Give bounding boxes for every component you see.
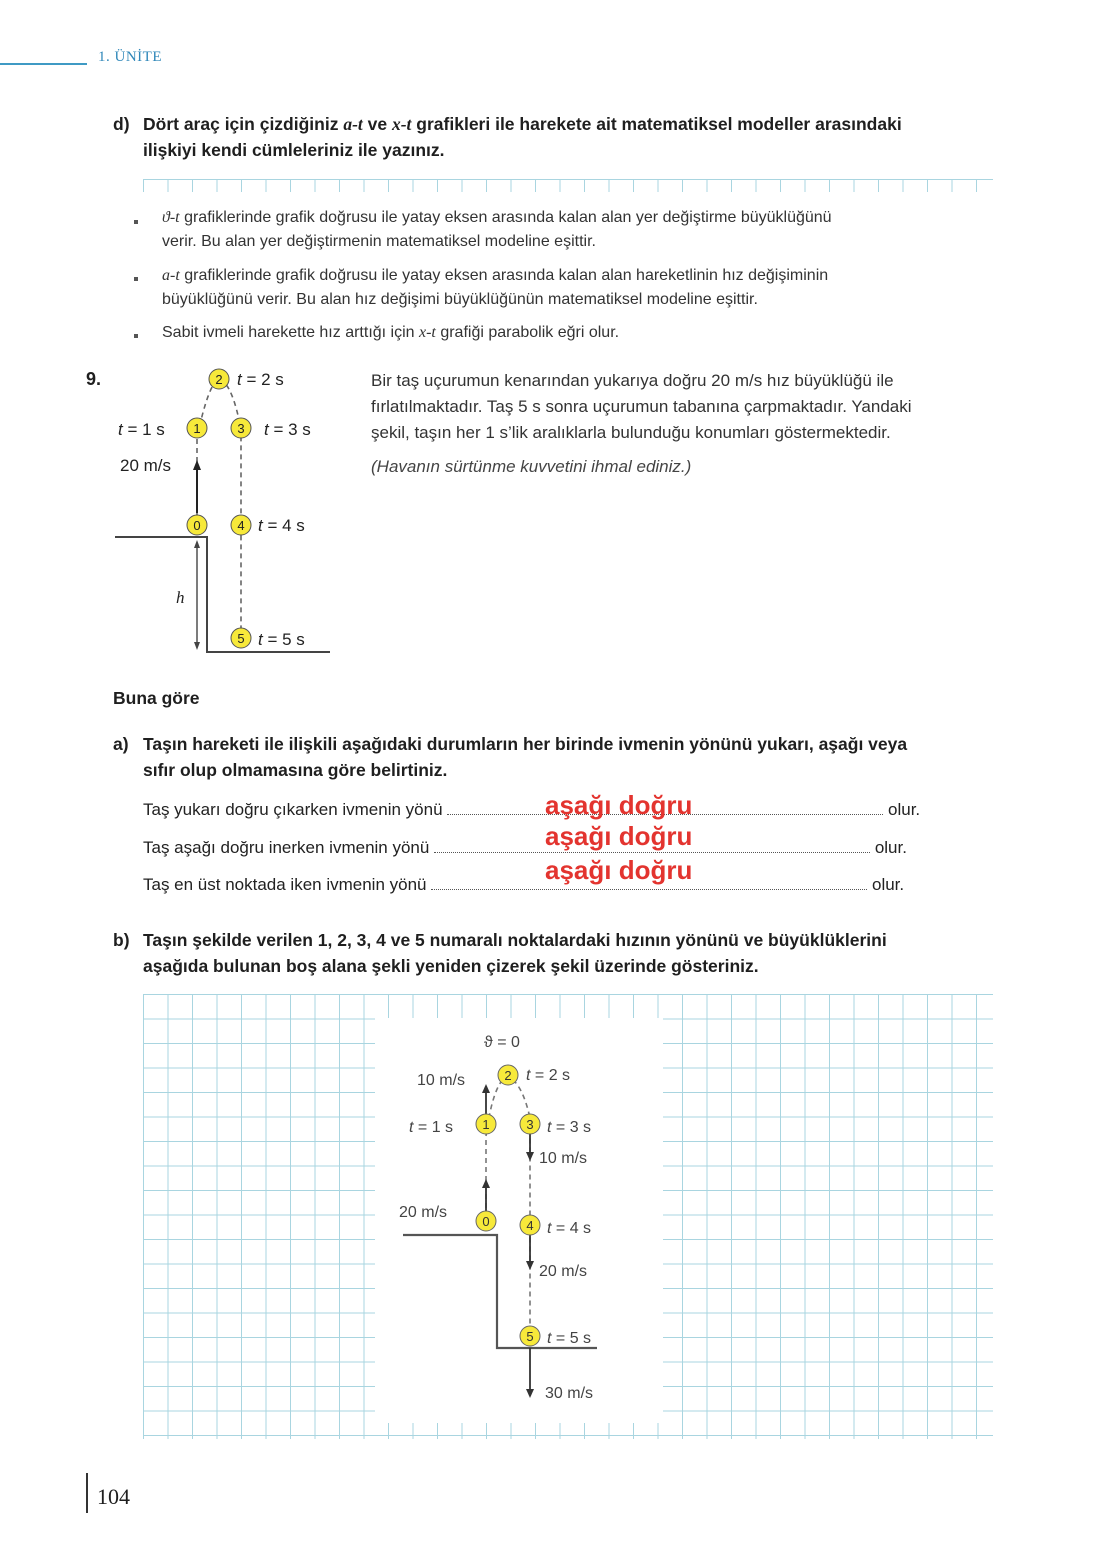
text-part: Sabit ivmeli harekette hız arttığı için xyxy=(162,324,419,341)
symbol-xt: x-t xyxy=(419,324,436,341)
time-label-3: t = 3 s xyxy=(547,1119,592,1136)
bullet-1-line1 xyxy=(162,206,832,230)
answer-band-top xyxy=(143,179,993,192)
question-number: 9. xyxy=(86,369,102,389)
question-9-line: Bir taş uçurumun kenarından yukarıya doğru 20 m/s hız büyüklüğü ile xyxy=(371,371,894,390)
time-label-5: t = 5 s xyxy=(258,630,305,649)
marker-label: 2 xyxy=(504,1068,512,1083)
velocity-label-5: 30 m/s xyxy=(545,1385,594,1402)
zero-velocity-label: ϑ = 0 xyxy=(484,1034,520,1051)
question-b-line1: Taşın şekilde verilen 1, 2, 3, 4 ve 5 numaralı noktalardaki hızının yönünü ve büyüklüklerini xyxy=(143,930,887,950)
fill-suffix: olur. xyxy=(874,838,907,857)
marker-label: 0 xyxy=(193,518,201,533)
time-label-5: t = 5 s xyxy=(547,1330,592,1347)
stone-trajectory-figure xyxy=(110,360,340,660)
question-9-line: şekil, taşın her 1 s’lik aralıklarla bulunduğu konumları göstermektedir. xyxy=(371,423,891,442)
marker-label: 1 xyxy=(482,1117,490,1132)
marker-label: 5 xyxy=(526,1329,534,1344)
fill-prompt: Taş aşağı doğru inerken ivmenin yönü xyxy=(143,838,430,857)
question-b-line2: aşağıda bulunan boş alana şekli yeniden çizerek şekil üzerinde gösteriniz. xyxy=(143,956,759,976)
arrow-head xyxy=(193,460,201,470)
fill-row-3 xyxy=(143,875,904,895)
velocity-label-4: 20 m/s xyxy=(539,1263,588,1280)
handwritten-answer-3: aşağı doğru xyxy=(545,855,693,885)
question-d-line1 xyxy=(143,111,902,137)
fill-suffix: olur. xyxy=(888,800,921,819)
page-number: 104 xyxy=(97,1484,130,1509)
velocity-label-3: 10 m/s xyxy=(539,1150,588,1167)
arrow-head xyxy=(194,642,200,650)
initial-velocity-label: 20 m/s xyxy=(120,456,172,475)
bullet-dot xyxy=(134,220,138,224)
question-9-note: (Havanın sürtünme kuvvetini ihmal ediniz.) xyxy=(371,457,692,476)
marker-label: 3 xyxy=(237,421,245,436)
unit-label: 1. ÜNİTE xyxy=(98,49,162,65)
text-part: grafiklerinde grafik doğrusu ile yatay eksen arasında kalan alan yer değiştirme büyüklüğünü xyxy=(179,209,832,226)
arrow-head xyxy=(526,1261,534,1270)
buna-gore: Buna göre xyxy=(113,688,200,708)
arrow-head xyxy=(526,1152,534,1161)
fill-prompt: Taş en üst noktada iken ivmenin yönü xyxy=(143,875,427,894)
time-label-2: t = 2 s xyxy=(237,370,284,389)
marker-label: 4 xyxy=(526,1218,534,1233)
page-number-rule xyxy=(86,1473,88,1513)
symbol-xt: x-t xyxy=(391,114,412,134)
marker-label: 5 xyxy=(237,631,245,646)
text-part: ve xyxy=(362,114,392,134)
question-a-label: a) xyxy=(113,734,129,754)
handwritten-answer-2: aşağı doğru xyxy=(545,821,693,851)
height-label: h xyxy=(176,588,185,607)
marker-label: 3 xyxy=(526,1117,534,1132)
text-part: grafikleri ile harekete ait matematiksel modeller arasındaki xyxy=(411,114,902,134)
arrow-head xyxy=(482,1084,490,1093)
velocity-label-1: 10 m/s xyxy=(417,1072,466,1089)
fill-suffix: olur. xyxy=(871,875,905,894)
time-label-2: t = 2 s xyxy=(526,1067,571,1084)
trajectory-path xyxy=(197,378,241,630)
handwritten-answer-1: aşağı doğru xyxy=(545,790,693,820)
text-part: grafiği parabolik eğri olur. xyxy=(435,324,620,341)
marker-label: 1 xyxy=(193,421,201,436)
arrow-head xyxy=(194,540,200,548)
bullet-2-line2: büyüklüğünü verir. Bu alan hız değişimi büyüklüğünün matematiksel modeline eşittir. xyxy=(162,291,758,308)
time-label-1: t = 1 s xyxy=(409,1119,454,1136)
bullet-1-line2: verir. Bu alan yer değiştirmenin matematiksel modeline eşittir. xyxy=(162,233,596,250)
text-part: Dört araç için çizdiğiniz xyxy=(143,114,344,134)
time-label-3: t = 3 s xyxy=(264,420,311,439)
question-9-line: fırlatılmaktadır. Taş 5 s sonra uçurumun tabanına çarpmaktadır. Yandaki xyxy=(371,397,912,416)
question-a-line1: Taşın hareketi ile ilişkili aşağıdaki durumların her birinde ivmenin yönünü yukarı, aşağı veya xyxy=(143,734,908,754)
time-label-4: t = 4 s xyxy=(258,516,305,535)
question-d-label: d) xyxy=(113,114,130,134)
symbol-vt: ϑ-t xyxy=(162,209,180,226)
time-label-1: t = 1 s xyxy=(118,420,165,439)
fill-row-2 xyxy=(143,838,907,858)
text-part: grafiklerinde grafik doğrusu ile yatay eksen arasında kalan alan hareketlinin hız değişiminin xyxy=(179,267,829,284)
bullet-dot xyxy=(134,334,138,338)
question-a-line2: sıfır olup olmamasına göre belirtiniz. xyxy=(143,760,448,780)
bullet-2-line1 xyxy=(162,264,828,288)
arrow-head xyxy=(482,1179,490,1188)
bullet-dot xyxy=(134,277,138,281)
symbol-at: a-t xyxy=(162,267,180,284)
question-d-line2: ilişkiyi kendi cümleleriniz ile yazınız. xyxy=(143,140,445,160)
marker-label: 2 xyxy=(215,372,223,387)
fill-prompt: Taş yukarı doğru çıkarken ivmenin yönü xyxy=(143,800,443,819)
answer-figure xyxy=(375,1018,663,1423)
trajectory-path xyxy=(486,1076,530,1336)
time-label-4: t = 4 s xyxy=(547,1220,592,1237)
arrow-head xyxy=(526,1389,534,1398)
bullet-3 xyxy=(162,321,619,345)
marker-label: 0 xyxy=(482,1214,490,1229)
marker-label: 4 xyxy=(237,518,245,533)
question-b-label: b) xyxy=(113,930,130,950)
fill-row-1 xyxy=(143,800,920,820)
symbol-at: a-t xyxy=(343,114,363,134)
header-rule xyxy=(0,63,87,65)
question-9-text xyxy=(371,368,912,480)
velocity-label-0: 20 m/s xyxy=(399,1204,448,1221)
